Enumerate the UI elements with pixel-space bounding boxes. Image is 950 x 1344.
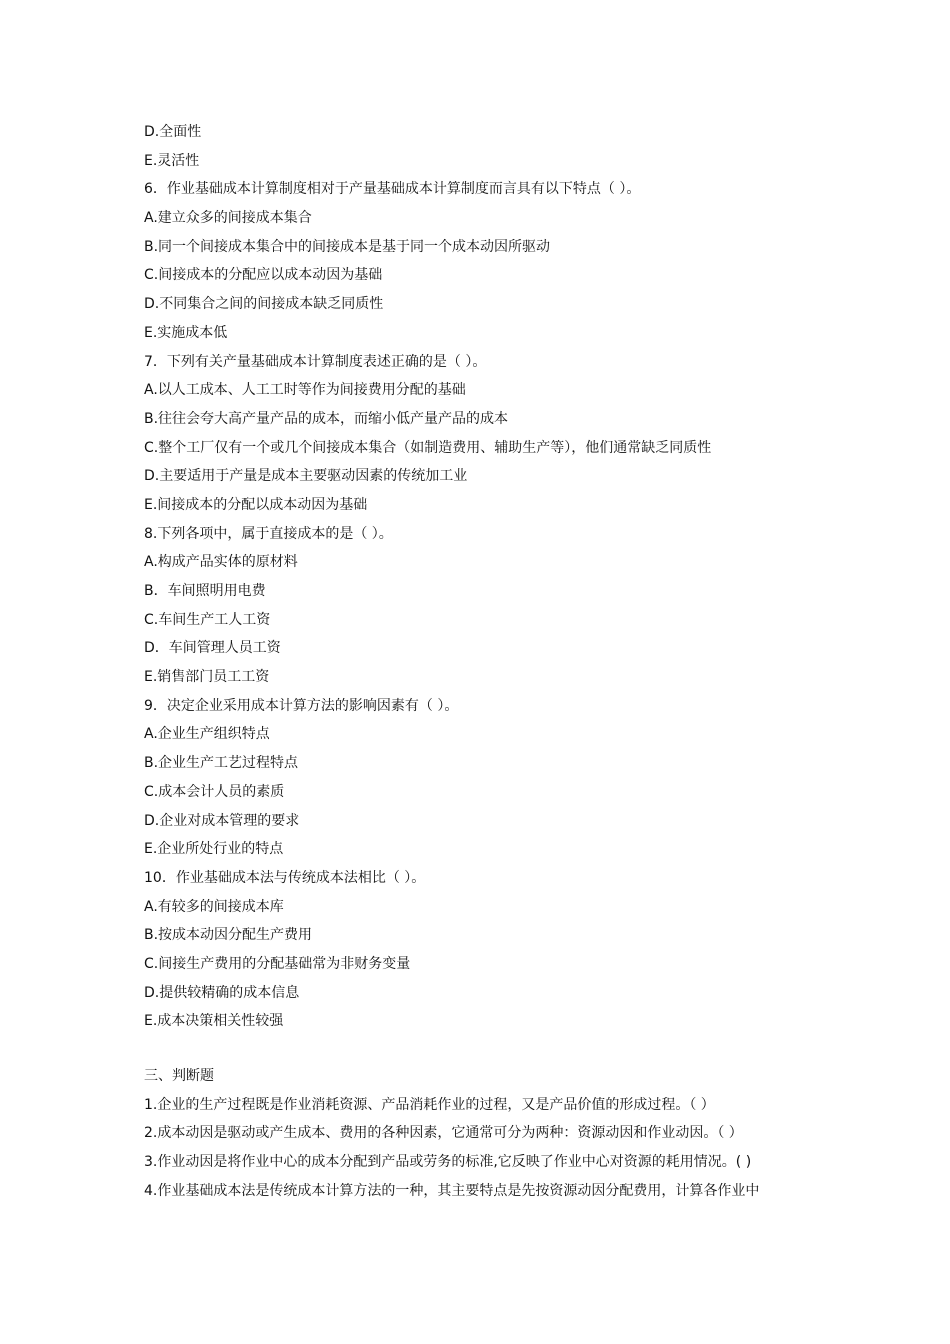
text-line: 8.下列各项中，属于直接成本的是（ ）。 bbox=[144, 525, 393, 542]
text-line: C.成本会计人员的素质 bbox=[144, 783, 285, 800]
text-line: A.以人工成本、人工工时等作为间接费用分配的基础 bbox=[144, 382, 466, 399]
multiple-choice-options bbox=[144, 118, 824, 1036]
text-line: A.企业生产组织特点 bbox=[144, 726, 270, 743]
text-line: E.成本决策相关性较强 bbox=[144, 1013, 284, 1030]
section-gap bbox=[144, 1036, 824, 1062]
text-line: B.往往会夸大高产量产品的成本，而缩小低产量产品的成本 bbox=[144, 410, 509, 427]
text-line: 10．作业基础成本法与传统成本法相比（ ）。 bbox=[144, 869, 426, 886]
text-line: 9．决定企业采用成本计算方法的影响因素有（ ）。 bbox=[144, 697, 459, 714]
text-line: A.建立众多的间接成本集合 bbox=[144, 210, 312, 227]
text-line: 3.作业动因是将作业中心的成本分配到产品或劳务的标准,它反映了作业中心对资源的耗用情况。( ) bbox=[144, 1154, 752, 1171]
text-line: C.整个工厂仅有一个或几个间接成本集合（如制造费用、辅助生产等），他们通常缺乏同质性 bbox=[144, 439, 712, 456]
section-title: 三、判断题 bbox=[144, 1068, 214, 1084]
text-line: B．车间照明用电费 bbox=[144, 583, 266, 599]
text-line: B.按成本动因分配生产费用 bbox=[144, 927, 313, 944]
text-line: D.主要适用于产量是成本主要驱动因素的传统加工业 bbox=[144, 468, 468, 485]
text-line: D.全面性 bbox=[144, 124, 202, 140]
text-line: C.间接成本的分配应以成本动因为基础 bbox=[144, 267, 383, 284]
text-line: E.实施成本低 bbox=[144, 324, 228, 341]
text-line: D.不同集合之间的间接成本缺乏同质性 bbox=[144, 296, 384, 313]
document-page bbox=[144, 118, 824, 1205]
text-line: 6．作业基础成本计算制度相对于产量基础成本计算制度而言具有以下特点（ ）。 bbox=[144, 181, 641, 198]
text-line: 1.企业的生产过程既是作业消耗资源、产品消耗作业的过程，又是产品价值的形成过程。（ ） bbox=[144, 1096, 715, 1113]
text-line: B.同一个间接成本集合中的间接成本是基于同一个成本动因所驱动 bbox=[144, 238, 551, 255]
text-line: C.间接生产费用的分配基础常为非财务变量 bbox=[144, 955, 411, 972]
text-line: B.企业生产工艺过程特点 bbox=[144, 755, 299, 772]
text-line: E.销售部门员工工资 bbox=[144, 669, 270, 686]
text-line: 4.作业基础成本法是传统成本计算方法的一种，其主要特点是先按资源动因分配费用，计算各作业中 bbox=[144, 1182, 760, 1199]
text-line: A.构成产品实体的原材料 bbox=[144, 554, 298, 571]
text-line: 2.成本动因是驱动或产生成本、费用的各种因素，它通常可分为两种：资源动因和作业动因。（ ） bbox=[144, 1125, 743, 1142]
text-line: D.企业对成本管理的要求 bbox=[144, 812, 300, 829]
text-line: D．车间管理人员工资 bbox=[144, 640, 281, 657]
text-line: D.提供较精确的成本信息 bbox=[144, 984, 300, 1001]
text-line: E.间接成本的分配以成本动因为基础 bbox=[144, 496, 368, 513]
text-line: C.车间生产工人工资 bbox=[144, 611, 271, 628]
text-line: E.企业所处行业的特点 bbox=[144, 841, 284, 858]
text-line: 7．下列有关产量基础成本计算制度表述正确的是（ ）。 bbox=[144, 353, 487, 370]
text-line: E.灵活性 bbox=[144, 152, 200, 169]
text-line: A.有较多的间接成本库 bbox=[144, 898, 284, 915]
true-false-questions bbox=[144, 1091, 824, 1206]
